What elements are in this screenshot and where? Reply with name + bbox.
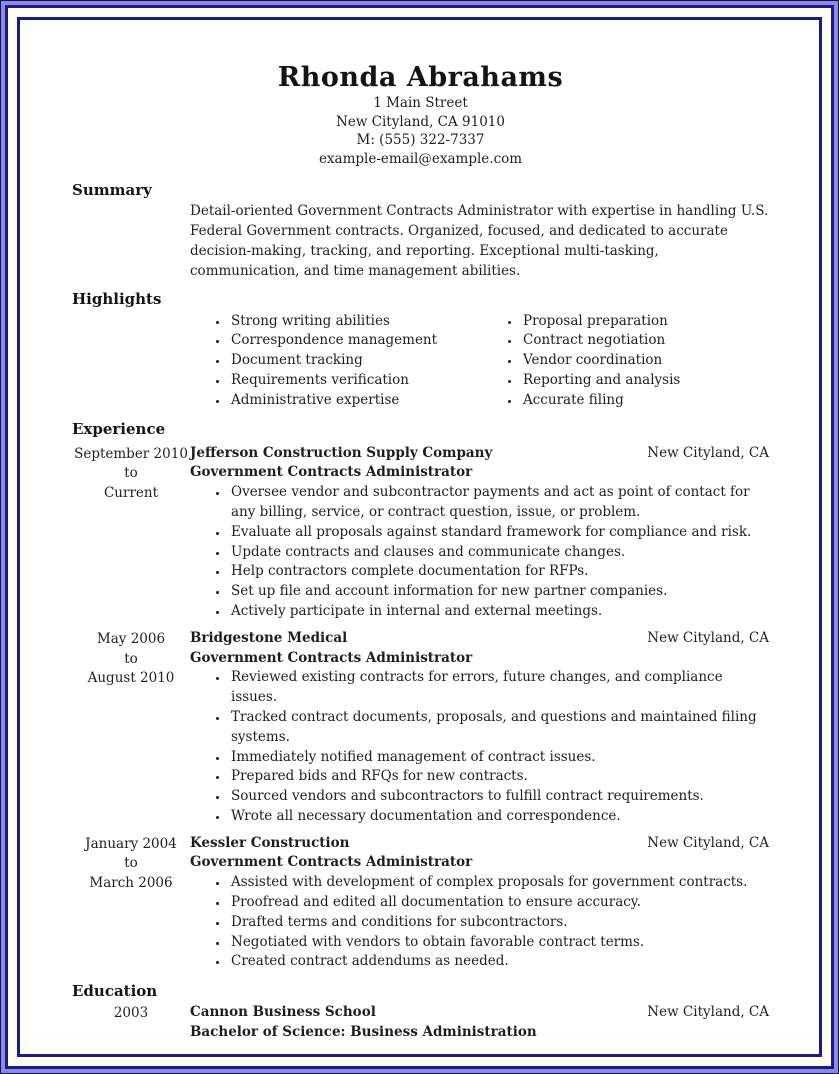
phone-line: M: (555) 322-7337 <box>356 132 485 149</box>
person-name: Rhonda Abrahams <box>277 62 564 93</box>
section-experience <box>72 419 769 973</box>
job-date-start: January 2004 <box>85 835 177 852</box>
job-bullet: • Reviewed existing contracts for errors, future changes, and compliance issues. <box>229 668 769 708</box>
job-bullet: • Proofread and edited all documentation to ensure accuracy. <box>229 893 769 913</box>
education-heading: Education <box>72 982 158 1001</box>
job-bullet: • Actively participate in internal and external meetings. <box>229 602 769 622</box>
job-bullet: • Oversee vendor and subcontractor payments and act as point of contact for any billing, service, or contract question, issue, or problem. <box>229 483 769 523</box>
job-bullet: • Drafted terms and conditions for subcontractors. <box>229 913 769 933</box>
job-date-separator: to <box>124 465 138 482</box>
job-bullet: • Negotiated with vendors to obtain favorable contract terms. <box>229 933 769 953</box>
job-bullet: • Tracked contract documents, proposals, and questions and maintained filing systems. <box>229 708 769 748</box>
resume-header <box>72 62 769 168</box>
job-bullet: • Assisted with development of complex proposals for government contracts. <box>229 873 769 893</box>
job-body <box>190 444 769 622</box>
job-location: New Cityland, CA <box>647 444 769 461</box>
education-entry <box>72 1003 769 1043</box>
job-date-end: Current <box>103 485 159 502</box>
resume-sheet <box>20 20 819 1054</box>
summary-heading: Summary <box>72 181 152 200</box>
job-title: Government Contracts Administrator <box>190 649 473 666</box>
job-date-end: March 2006 <box>89 875 173 892</box>
school-location: New Cityland, CA <box>647 1004 769 1021</box>
highlight-item: • Strong writing abilities <box>229 312 482 332</box>
job-bullet: • Set up file and account information for new partner companies. <box>229 582 769 602</box>
section-highlights <box>72 289 769 411</box>
highlight-item: • Contract negotiation <box>521 331 769 351</box>
job-bullet: • Sourced vendors and subcontractors to fulfill contract requirements. <box>229 787 769 807</box>
job-dates <box>72 629 190 827</box>
highlight-item: • Accurate filing <box>521 391 769 411</box>
company-name: Bridgestone Medical <box>190 629 348 646</box>
email-line: example-email@example.com <box>318 150 523 167</box>
school-name: Cannon Business School <box>190 1004 376 1021</box>
highlight-item: • Vendor coordination <box>521 351 769 371</box>
job-dates <box>72 444 190 622</box>
highlight-item: • Administrative expertise <box>229 391 482 411</box>
highlight-item: • Requirements verification <box>229 371 482 391</box>
job-entry-kessler <box>72 834 769 973</box>
address-line: 1 Main Street <box>373 95 468 111</box>
highlights-column-1 <box>190 312 482 411</box>
job-date-start: September 2010 <box>74 445 188 462</box>
highlight-item: • Reporting and analysis <box>521 371 769 391</box>
job-bullet: • Created contract addendums as needed. <box>229 952 769 972</box>
job-bullet-list <box>190 873 769 972</box>
education-year: 2003 <box>113 1005 149 1022</box>
job-location: New Cityland, CA <box>647 834 769 851</box>
section-summary <box>72 180 769 281</box>
job-body <box>190 629 769 827</box>
job-bullet-list <box>190 668 769 826</box>
page-border-navy-inner <box>17 17 822 1057</box>
job-entry-jefferson <box>72 444 769 622</box>
job-title: Government Contracts Administrator <box>190 464 473 481</box>
section-education <box>72 981 769 1043</box>
education-body <box>190 1003 769 1043</box>
city-line: New Cityland, CA 91010 <box>336 113 505 130</box>
job-bullet: • Wrote all necessary documentation and correspondence. <box>229 807 769 827</box>
job-bullet: • Immediately notified management of contract issues. <box>229 748 769 768</box>
company-name: Jefferson Construction Supply Company <box>190 444 493 461</box>
job-date-end: August 2010 <box>87 670 175 687</box>
job-bullet: • Help contractors complete documentation for RFPs. <box>229 562 769 582</box>
job-body <box>190 834 769 973</box>
page-border-navy-outer <box>5 5 834 1069</box>
company-row <box>190 629 769 649</box>
job-dates <box>72 834 190 973</box>
page-border-light <box>1 1 838 1073</box>
job-title: Government Contracts Administrator <box>190 854 473 871</box>
school-row <box>190 1003 769 1023</box>
page-border-gap <box>8 8 831 1066</box>
job-date-separator: to <box>124 650 138 667</box>
job-date-start: May 2006 <box>96 630 166 647</box>
job-bullet: • Evaluate all proposals against standard framework for compliance and risk. <box>229 523 769 543</box>
highlights-heading: Highlights <box>72 289 162 308</box>
job-date-separator: to <box>124 855 138 872</box>
highlights-columns <box>190 312 769 411</box>
company-row <box>190 834 769 854</box>
experience-heading: Experience <box>72 419 166 438</box>
company-name: Kessler Construction <box>190 834 350 851</box>
job-bullet: • Prepared bids and RFQs for new contracts. <box>229 767 769 787</box>
job-entry-bridgestone <box>72 629 769 827</box>
job-bullet: • Update contracts and clauses and communicate changes. <box>229 543 769 563</box>
job-location: New Cityland, CA <box>647 629 769 646</box>
degree-line: Bachelor of Science: Business Administration <box>190 1024 537 1041</box>
summary-text: Detail-oriented Government Contracts Administrator with expertise in handling U.S. Federal Government contracts. Organized, focused, and dedicated to accurate decision-making, tracking, and reporting. Exceptional multi-tasking, communication, and time management abilities. <box>190 203 769 279</box>
highlights-column-2 <box>482 312 769 411</box>
company-row <box>190 444 769 464</box>
highlight-item: • Document tracking <box>229 351 482 371</box>
highlight-item: • Proposal preparation <box>521 312 769 332</box>
highlight-item: • Correspondence management <box>229 331 482 351</box>
job-bullet-list <box>190 483 769 622</box>
